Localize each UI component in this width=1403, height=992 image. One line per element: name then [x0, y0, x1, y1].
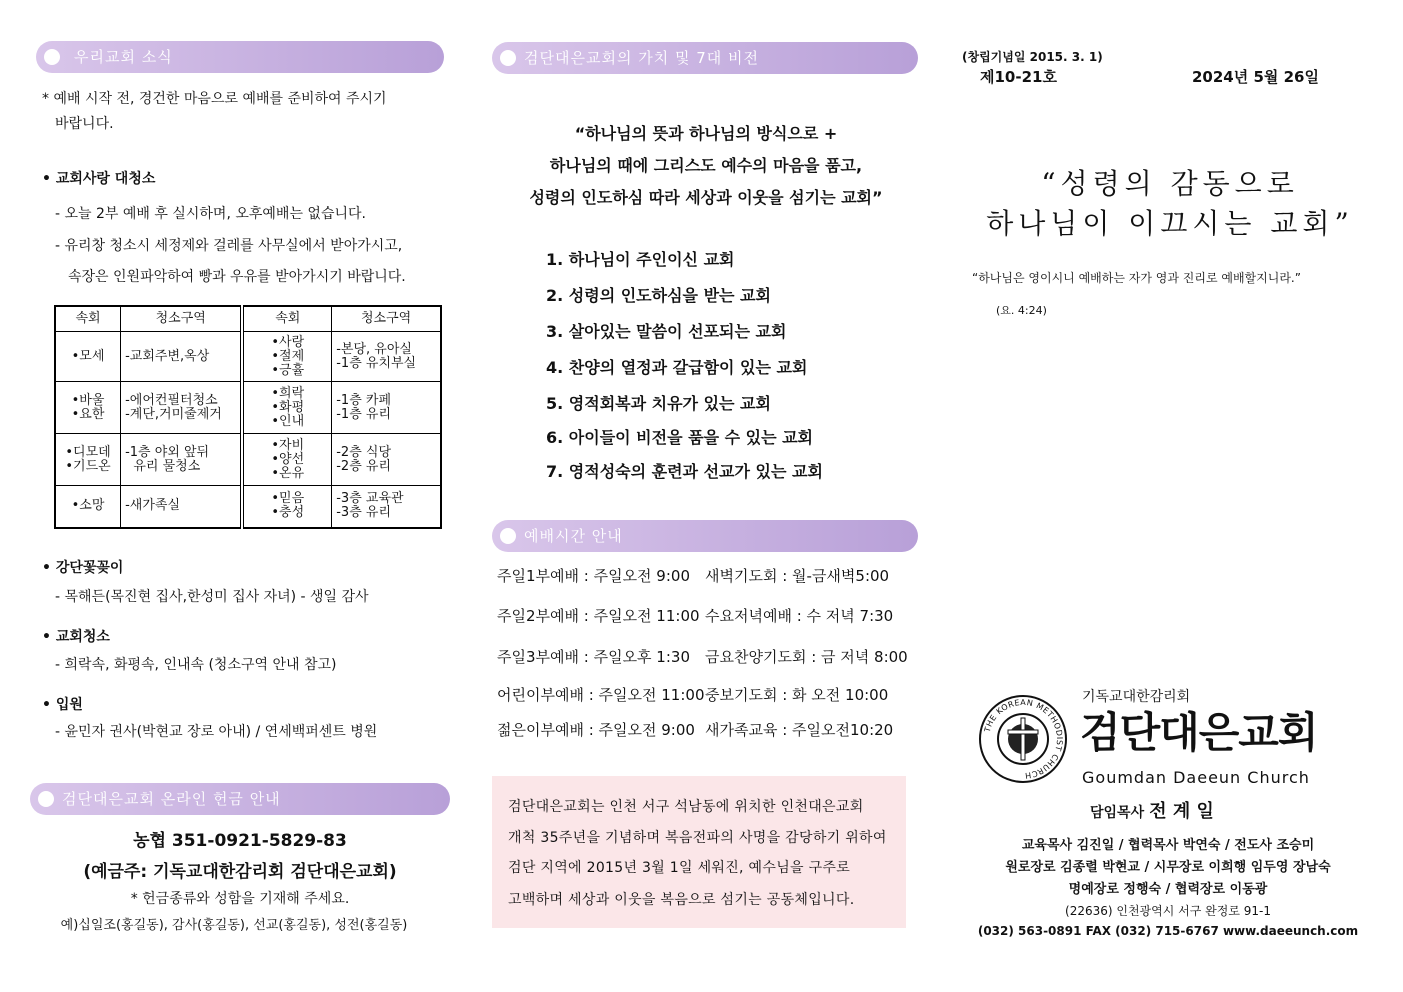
offering-section-title: 검단대은교회 온라인 헌금 안내 [62, 790, 281, 808]
offering-example: 예)십일조(홍길동), 감사(홍길동), 선교(홍길동), 성전(홍길동) [60, 918, 408, 933]
pastor-label: 담임목사 [1090, 805, 1145, 821]
offering-section-header [30, 783, 450, 815]
worship-time-right: 새벽기도회 : 월-금새벽5:00 [705, 567, 890, 585]
vision-section-title: 검단대은교회의 가치 및 7대 비전 [524, 49, 759, 67]
intro-text: * 예배 시작 전, 경건한 마음으로 예배를 준비하여 주시기 [42, 91, 387, 107]
cleaning-line: - 유리창 청소시 세정제와 걸레를 사무실에서 받아가시고, [55, 238, 403, 254]
news-section-title: 우리교회 소식 [74, 48, 173, 66]
church-seal-logo [978, 694, 1068, 784]
account-holder: (예금주: 기독교대한감리회 검단대은교회) [83, 862, 397, 882]
vision-section-header [492, 42, 918, 74]
staff-line: 원로장로 김종렬 박현교 / 시무장로 이희행 임두영 장남숙 [1005, 860, 1331, 875]
scripture-verse: “하나님은 영이시니 예배하는 자가 영과 진리로 예배할지니라.” [972, 271, 1301, 285]
area-cell: -에어컨필터청소 -계단,거미줄제거 [121, 382, 243, 434]
theme-line: 하나님이 이끄시는 교회” [986, 207, 1354, 240]
worship-time-left: 어린이부예배 : 주일오전 11:00 [497, 686, 705, 704]
worship-time-left: 주일3부예배 : 주일오후 1:30 [497, 648, 690, 666]
table-header: 청소구역 [332, 306, 441, 332]
flowers-title: • 강단꽃꽂이 [42, 560, 124, 576]
vision-item: 2. 성령의 인도하심을 받는 교회 [546, 286, 771, 305]
motto-line: 하나님의 때에 그리스도 예수의 마음을 품고, [549, 156, 863, 175]
flowers-line: - 목해든(목진현 집사,한성미 집사 자녀) - 생일 감사 [55, 589, 369, 605]
church-clean-title: • 교회청소 [42, 629, 110, 645]
about-line: 고백하며 세상과 이웃을 복음으로 섬기는 공동체입니다. [508, 892, 855, 908]
table-row [55, 486, 441, 528]
offering-note: * 헌금종류와 성함을 기재해 주세요. [130, 891, 350, 907]
bulletin-date: 2024년 5월 26일 [1192, 68, 1319, 86]
group-cell: •믿음 •충성 [242, 486, 331, 528]
church-about-box [492, 776, 906, 928]
area-cell: -1층 카페 -1층 유리 [332, 382, 441, 434]
seal-text: THE KOREAN METHODIST CHURCH [982, 697, 1065, 781]
table-row [55, 434, 441, 486]
table-row [55, 382, 441, 434]
worship-section-title: 예배시간 안내 [524, 527, 623, 545]
worship-time-left: 주일1부예배 : 주일오전 9:00 [497, 567, 690, 585]
worship-time-right: 중보기도회 : 화 오전 10:00 [705, 686, 889, 704]
theme-line: “성령의 감동으로 [1041, 167, 1299, 200]
intro-text-cont: 바랍니다. [55, 116, 114, 132]
group-cell: •사랑 •절제 •긍휼 [242, 332, 331, 382]
church-address: (22636) 인천광역시 서구 완정로 91-1 [1065, 904, 1271, 918]
senior-pastor [1090, 797, 1214, 823]
motto-line: 성령의 인도하심 따라 세상과 이웃을 섬기는 교회” [529, 188, 883, 207]
vision-item: 1. 하나님이 주인이신 교회 [546, 250, 735, 269]
founding-date: (창립기념일 2015. 3. 1) [962, 50, 1103, 64]
pastor-name: 전 계 일 [1149, 801, 1214, 822]
table-header: 속회 [242, 306, 331, 332]
hospital-line: - 윤민자 권사(박현교 장로 아내) / 연세백퍼센트 병원 [55, 724, 378, 740]
worship-section-header [492, 520, 918, 552]
worship-time-left: 주일2부예배 : 주일오전 11:00 [497, 607, 700, 625]
group-cell: •소망 [55, 486, 121, 528]
bullet-dot-icon [500, 528, 516, 544]
area-cell: -1층 야외 앞뒤 유리 물청소 [121, 434, 243, 486]
denomination-name: 기독교대한감리회 [1082, 689, 1191, 705]
scripture-reference: (요. 4:24) [996, 304, 1047, 317]
worship-time-left: 젊은이부예배 : 주일오전 9:00 [497, 721, 695, 739]
issue-number: 제10-21호 [980, 68, 1057, 86]
vision-item: 4. 찬양의 열정과 갈급함이 있는 교회 [546, 358, 808, 377]
vision-item: 5. 영적회복과 치유가 있는 교회 [546, 394, 771, 413]
area-cell: -2층 식당 -2층 유리 [332, 434, 441, 486]
worship-time-right: 수요저녁예배 : 수 저녁 7:30 [705, 607, 894, 625]
bank-account: 농협 351-0921-5829-83 [133, 831, 347, 851]
area-cell: -본당, 유아실 -1층 유치부실 [332, 332, 441, 382]
group-cell: •디모데 •기드온 [55, 434, 121, 486]
church-clean-line: - 희락속, 화평속, 인내속 (청소구역 안내 참고) [55, 657, 337, 673]
group-cell: •자비 •양선 •온유 [242, 434, 331, 486]
cleaning-area-table [54, 305, 442, 529]
cleaning-title: • 교회사랑 대청소 [42, 171, 156, 187]
table-header: 속회 [55, 306, 121, 332]
vision-item: 3. 살아있는 말씀이 선포되는 교회 [546, 322, 787, 341]
motto-line: “하나님의 뜻과 하나님의 방식으로 + [574, 124, 838, 143]
worship-time-right: 금요찬양기도회 : 금 저녁 8:00 [705, 648, 908, 666]
group-cell: •바울 •요한 [55, 382, 121, 434]
about-line: 검단대은교회는 인천 서구 석남동에 위치한 인천대은교회 [508, 799, 864, 815]
area-cell: -3층 교육관 -3층 유리 [332, 486, 441, 528]
cleaning-line: 속장은 인원파악하여 빵과 우유를 받아가시기 바랍니다. [68, 269, 406, 285]
group-cell: •모세 [55, 332, 121, 382]
table-row [55, 332, 441, 382]
bullet-dot-icon [500, 50, 516, 66]
table-header-row [55, 306, 441, 332]
church-name-logo: 검단대은교회 [1080, 708, 1318, 757]
staff-line: 명예장로 정행숙 / 협력장로 이동광 [1068, 882, 1268, 897]
hospital-title: • 입원 [42, 697, 83, 713]
about-line: 검단 지역에 2015년 3월 1일 세워진, 예수님을 구주로 [508, 860, 851, 876]
news-section-header [36, 41, 444, 73]
about-line: 개척 35주년을 기념하며 복음전파의 사명을 감당하기 위하여 [508, 830, 887, 846]
cleaning-line: - 오늘 2부 예배 후 실시하며, 오후예배는 없습니다. [55, 206, 366, 222]
church-contact: (032) 563-0891 FAX (032) 715-6767 www.daeeunch.com [977, 924, 1359, 938]
table-header: 청소구역 [121, 306, 243, 332]
group-cell: •희락 •화평 •인내 [242, 382, 331, 434]
area-cell: -새가족실 [121, 486, 243, 528]
vision-item: 6. 아이들이 비전을 품을 수 있는 교회 [546, 428, 814, 447]
bullet-dot-icon [44, 49, 60, 65]
worship-time-right: 새가족교육 : 주일오전10:20 [705, 721, 894, 739]
area-cell: -교회주변,옥상 [121, 332, 243, 382]
vision-item: 7. 영적성숙의 훈련과 선교가 있는 교회 [546, 462, 823, 481]
church-name-english: Goumdan Daeeun Church [1082, 768, 1310, 787]
staff-line: 교육목사 김진일 / 협력목사 박연숙 / 전도사 조승미 [1021, 838, 1315, 853]
bullet-dot-icon [38, 791, 54, 807]
